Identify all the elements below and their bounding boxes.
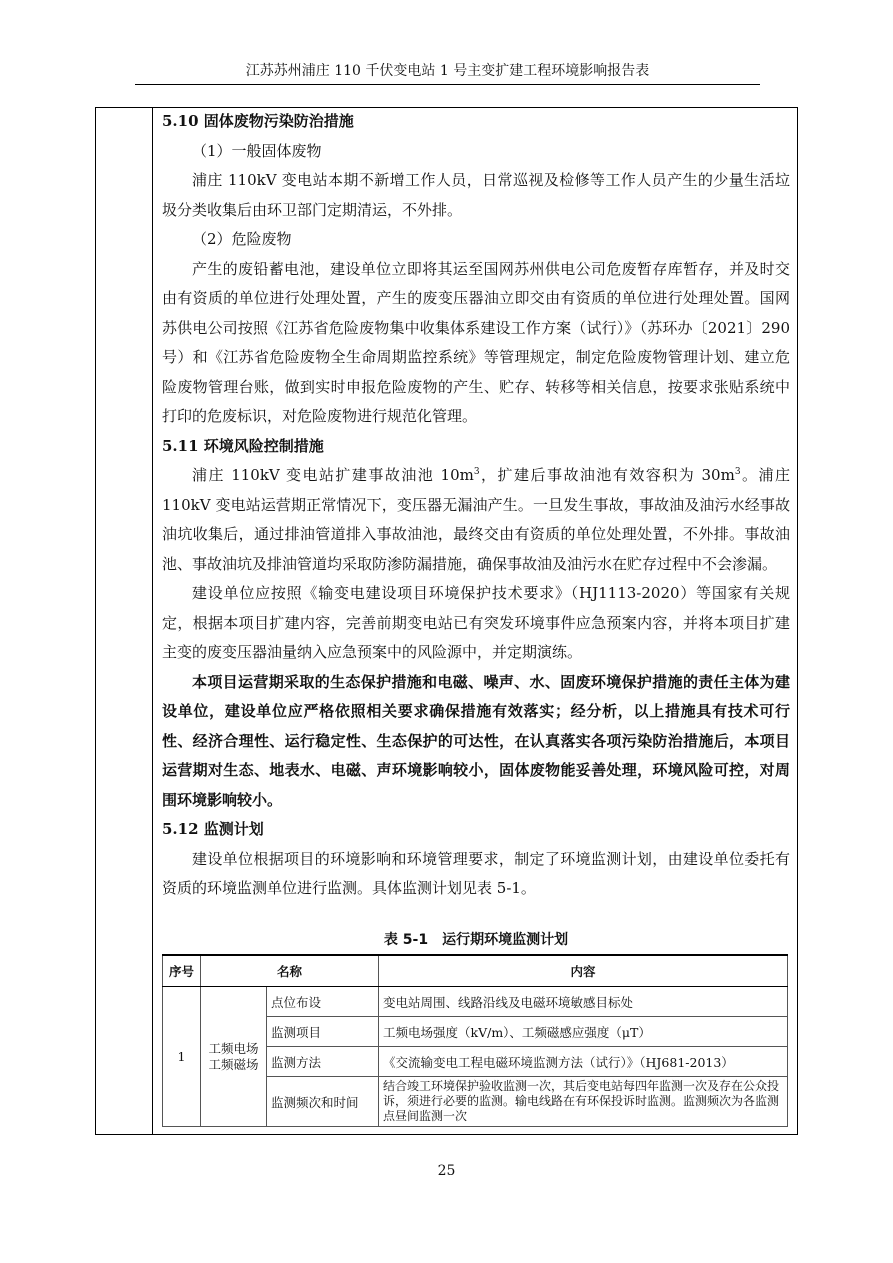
superscript-cubic-2: 3 xyxy=(734,467,741,477)
item-label: 监测频次和时间 xyxy=(267,1077,379,1127)
page-number: 25 xyxy=(437,1163,456,1179)
paragraph-risk-oil-pool xyxy=(162,461,790,579)
header-content: 内容 xyxy=(379,955,788,987)
risk-text-a: 浦庄 110kV 变电站扩建事故油池 10m xyxy=(192,466,474,484)
risk-text-c: 。浦庄 110kV 变电站运营期正常情况下，变压器无漏油产生。一旦发生事故，事故油及油污水经事故油坑收集后，通过排油管道排入事故油池，最终交由有资质的单位处理处置，不外排。事故油池、事故油坑及排油管道均采取防渗防漏措施，确保事故油及油污水在贮存过程中不会渗漏。 xyxy=(162,466,790,573)
main-content xyxy=(162,107,790,904)
risk-text-b: ，扩建后事故油池有效容积为 30m xyxy=(479,466,735,484)
item-label: 点位布设 xyxy=(267,987,379,1017)
item-label: 监测方法 xyxy=(267,1047,379,1077)
paragraph-hazardous-waste: 产生的废铅蓄电池，建设单位立即将其运至国网苏州供电公司危废暂存库暂存，并及时交由有资质的单位进行处理处置，产生的废变压器油立即交由有资质的单位进行处理处置。国网苏供电公司按照《江苏省危险废物集中收集体系建设工作方案（试行）》（苏环办〔2021〕290 号）和《江苏省危险废物全生命周期监控系统》等管理规定，制定危险废物管理计划、建立危险废物管理台账，做到实时申报危险废物的产生、贮存、转移等相关信息，按要求张贴系统中打印的危废标识，对危险废物进行规范化管理。 xyxy=(162,259,790,425)
monitoring-plan-table xyxy=(162,954,788,1127)
section-title-5-12: 5.12 监测计划 xyxy=(162,820,264,838)
subsection-general-waste: （1）一般固体废物 xyxy=(192,141,322,160)
paragraph-monitoring-plan: 建设单位根据项目的环境影响和环境管理要求，制定了环境监测计划，由建设单位委托有资质的环境监测单位进行监测。具体监测计划见表 5-1。 xyxy=(162,849,790,897)
table-row xyxy=(163,987,788,1017)
header-name: 名称 xyxy=(201,955,379,987)
row-number: 1 xyxy=(163,987,201,1127)
table-caption: 表 5-1 运行期环境监测计划 xyxy=(383,932,569,948)
item-value: 结合竣工环境保护验收监测一次，其后变电站每四年监测一次及存在公众投诉，须进行必要的监测。输电线路在有环保投诉时监测。监测频次为各监测点昼间监测一次 xyxy=(379,1077,788,1127)
table-header-row xyxy=(163,955,788,987)
item-label: 监测项目 xyxy=(267,1017,379,1047)
header-no: 序号 xyxy=(163,955,201,987)
paragraph-responsibility-summary: 本项目运营期采取的生态保护措施和电磁、噪声、水、固废环境保护措施的责任主体为建设单位，建设单位应严格依照相关要求确保措施有效落实；经分析，以上措施具有技术可行性、经济合理性、运行稳定性、生态保护的可达性，在认真落实各项污染防治措施后，本项目运营期对生态、地表水、电磁、声环境影响较小，固体废物能妥善处理，环境风险可控，对周围环境影响较小。 xyxy=(162,672,790,809)
section-title-5-11: 5.11 环境风险控制措施 xyxy=(162,436,324,455)
subsection-hazardous-waste: （2）危险废物 xyxy=(192,230,292,248)
paragraph-emergency-plan: 建设单位应按照《输变电建设项目环境保护技术要求》（HJ1113-2020）等国家有关规定，根据本项目扩建内容，完善前期变电站已有突发环境事件应急预案内容，并将本项目扩建主变的废变压器油量纳入应急预案中的风险源中，并定期演练。 xyxy=(162,584,790,661)
document-header: 江苏苏州浦庄 110 千伏变电站 1 号主变扩建工程环境影响报告表 xyxy=(245,63,650,79)
header-rule xyxy=(135,84,760,85)
item-value: 工频电场强度（kV/m）、工频磁感应强度（μT） xyxy=(379,1017,788,1047)
item-value: 变电站周围、线路沿线及电磁环境敏感目标处 xyxy=(379,987,788,1017)
section-title-5-10: 5.10 固体废物污染防治措施 xyxy=(162,112,354,130)
item-value: 《交流输变电工程电磁环境监测方法（试行）》（HJ681-2013） xyxy=(379,1047,788,1077)
row-category xyxy=(201,987,267,1127)
paragraph-general-waste: 浦庄 110kV 变电站本期不新增工作人员，日常巡视及检修等工作人员产生的少量生活垃圾分类收集后由环卫部门定期清运，不外排。 xyxy=(162,171,790,219)
row-category-text: 工频电场 工频磁场 xyxy=(208,1040,259,1072)
frame-left-column-divider xyxy=(152,107,153,1135)
superscript-cubic-1: 3 xyxy=(473,467,480,477)
